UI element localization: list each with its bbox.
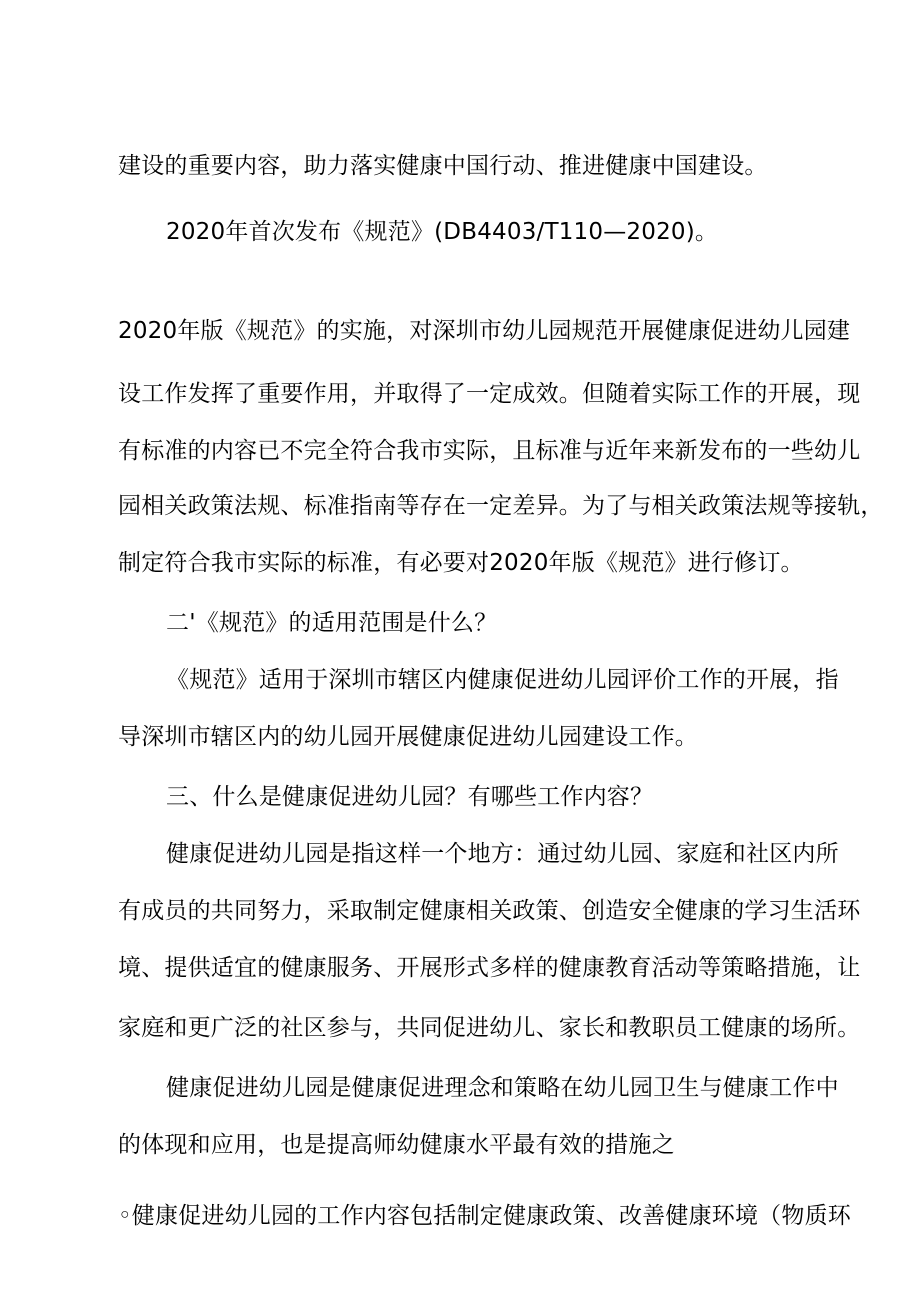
paragraph-line: 有成员的共同努力，采取制定健康相关政策、创造安全健康的学习生活环: [118, 898, 861, 924]
paragraph-line: 2020年首次发布《规范》(DB4403/T110—2020)。: [166, 219, 719, 245]
paragraph-line: 2020年版《规范》的实施，对深圳市幼儿园规范开展健康促进幼儿园建: [118, 318, 851, 344]
paragraph-line: 建设的重要内容，助力落实健康中国行动、推进健康中国建设。: [118, 153, 768, 179]
section-heading: 三、什么是健康促进幼儿园？有哪些工作内容？: [166, 784, 654, 810]
paragraph-line: 家庭和更广泛的社区参与，共同促进幼儿、家长和教职员工健康的场所。: [118, 1015, 861, 1041]
paragraph-line: 导深圳市辖区内的幼儿园开展健康促进幼儿园建设工作。: [118, 724, 698, 750]
paragraph-line: 的体现和应用，也是提高师幼健康水平最有效的措施之: [118, 1132, 675, 1158]
paragraph-line: 《规范》适用于深圳市辖区内健康促进幼儿园评价工作的开展，指: [166, 667, 839, 693]
paragraph-line: 设工作发挥了重要作用，并取得了一定成效。但随着实际工作的开展，现: [118, 381, 861, 407]
paragraph-line: 有标准的内容已不完全符合我市实际，且标准与近年来新发布的一些幼儿: [118, 438, 861, 464]
paragraph-line: 园相关政策法规、标准指南等存在一定差异。为了与相关政策法规等接轨，: [118, 493, 884, 519]
section-heading: 二'《规范》的适用范围是什么？: [166, 610, 498, 636]
paragraph-line: 健康促进幼儿园是健康促进理念和策略在幼儿园卫生与健康工作中: [166, 1075, 839, 1101]
paragraph-line: 健康促进幼儿园是指这样一个地方：通过幼儿园、家庭和社区内所: [166, 841, 839, 867]
paragraph-line: 境、提供适宜的健康服务、开展形式多样的健康教育活动等策略措施，让: [118, 955, 861, 981]
paragraph-line: 制定符合我市实际的标准，有必要对2020年版《规范》进行修订。: [118, 550, 804, 576]
paragraph-line: ◦健康促进幼儿园的工作内容包括制定健康政策、改善健康环境（物质环: [118, 1203, 851, 1229]
